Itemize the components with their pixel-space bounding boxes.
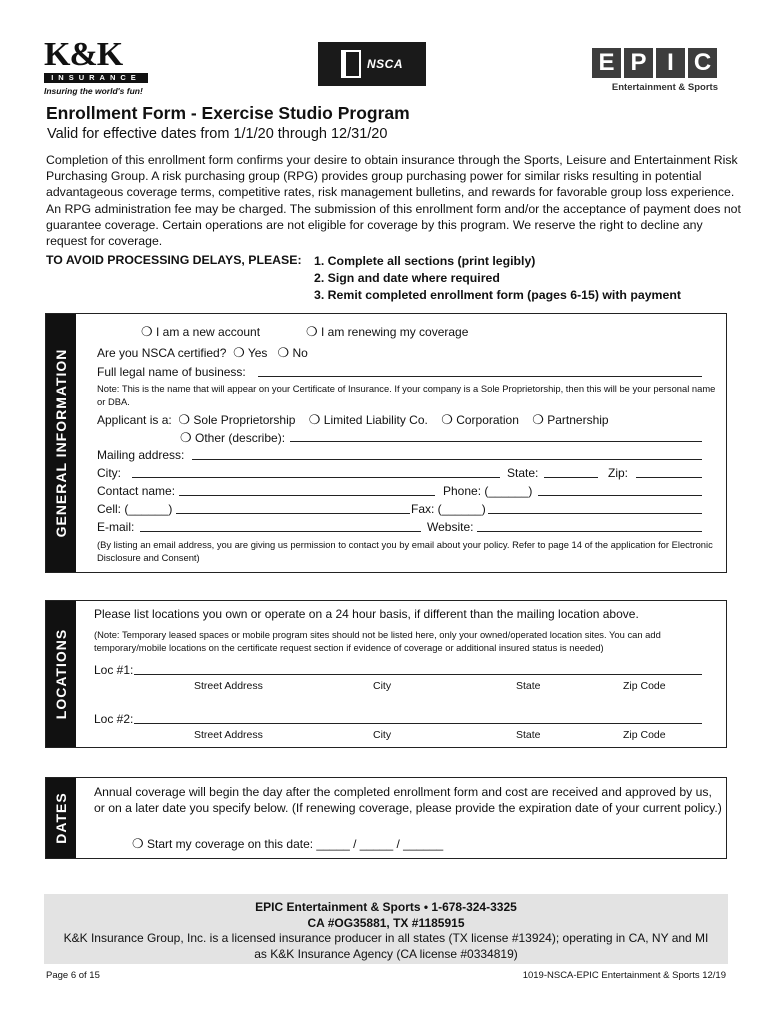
intro-paragraph: Completion of this enrollment form confirms your desire to obtain insurance through the Sports, Leisure and Entertainment Risk Purchasing Group. A risk purchasing group (RPG) provides group purchasing power for similar risks resulting in potential advantageous coverage terms, competitive rates, risk management bulletins, and rewards for favorable group loss experience. An RPG administration fee may be charged. The submission of this enrollment form and/or the acceptance of payment does not guarantee coverage. Certain operations are not eligible for coverage by this program. We reserve the right to decline any request for coverage. xyxy=(46,153,741,249)
radio-circle-icon[interactable]: ❍ xyxy=(441,412,453,427)
loc2-label: Loc #2: xyxy=(94,712,134,726)
radio-circle-icon[interactable]: ❍ xyxy=(180,430,192,445)
nsca-logo xyxy=(318,42,426,86)
city-field[interactable] xyxy=(132,477,500,478)
city-label: City: xyxy=(97,466,121,480)
phone-label: Phone: (______) xyxy=(443,484,533,498)
renewing-label: I am renewing my coverage xyxy=(321,325,469,339)
email-field[interactable] xyxy=(140,531,421,532)
loc1-street-address-caption: Street Address xyxy=(194,680,263,692)
page-subtitle: Valid for effective dates from 1/1/20 through 12/31/20 xyxy=(47,126,388,142)
legal-name-field[interactable] xyxy=(258,376,702,377)
footer-box xyxy=(44,894,728,964)
loc2-zip-code-caption: Zip Code xyxy=(623,729,666,741)
llc-label: Limited Liability Co. xyxy=(323,413,428,427)
general-information-tab xyxy=(46,314,76,572)
new-account-option[interactable] xyxy=(141,324,260,340)
epic-letter: I xyxy=(656,48,685,78)
website-label: Website: xyxy=(427,520,474,534)
dates-tab-label: DATES xyxy=(53,792,69,844)
page-title: Enrollment Form - Exercise Studio Program xyxy=(46,103,410,123)
radio-circle-icon[interactable]: ❍ xyxy=(306,324,318,339)
avoid-delays-list xyxy=(314,253,681,304)
radio-circle-icon[interactable]: ❍ xyxy=(233,345,245,360)
loc2-city-caption: City xyxy=(373,729,392,741)
other-describe-field[interactable] xyxy=(290,441,702,442)
website-field[interactable] xyxy=(477,531,702,532)
general-information-section xyxy=(45,313,727,573)
footer-contact-line: EPIC Entertainment & Sports • 1-678-324-3325 xyxy=(255,900,517,914)
radio-circle-icon[interactable]: ❍ xyxy=(308,412,321,427)
other-option[interactable] xyxy=(180,430,285,446)
footer-license-line: CA #OG35881, TX #1185915 xyxy=(307,915,465,930)
kk-logo-letters: K&K xyxy=(44,36,123,73)
epic-letter: C xyxy=(688,48,717,78)
locations-section xyxy=(45,600,727,748)
epic-letter: E xyxy=(592,48,621,78)
kk-logo-insurance-bar: INSURANCE xyxy=(44,73,148,83)
applicant-label: Applicant is a: xyxy=(97,413,172,427)
contact-name-field[interactable] xyxy=(179,495,435,496)
loc2-state-caption: State xyxy=(516,729,541,741)
general-information-content xyxy=(76,314,726,572)
loc2-street-address-caption: Street Address xyxy=(194,729,263,741)
state-field[interactable] xyxy=(544,477,598,478)
page-number: Page 6 of 15 xyxy=(46,970,100,981)
loc1-zip-code-caption: Zip Code xyxy=(623,680,666,692)
avoid-item: 3. Remit completed enrollment form (pages 6-15) with payment xyxy=(314,288,681,302)
epic-logo xyxy=(592,48,722,93)
radio-circle-icon[interactable]: ❍ xyxy=(178,412,191,427)
dates-description: Annual coverage will begin the day after the completed enrollment form and cost are received and approved by us, or on a later date you specify below. (If renewing coverage, please provide the expiration date of your current policy.) xyxy=(94,785,722,815)
radio-circle-icon[interactable]: ❍ xyxy=(141,324,153,339)
applicant-row xyxy=(97,412,609,428)
avoid-delays-label: TO AVOID PROCESSING DELAYS, PLEASE: xyxy=(46,253,302,267)
loc1-field[interactable] xyxy=(134,674,702,675)
nsca-mark-icon xyxy=(341,50,361,78)
fax-label: Fax: (______) xyxy=(411,502,486,516)
dates-tab xyxy=(46,778,76,858)
fax-field[interactable] xyxy=(488,513,702,514)
radio-circle-icon[interactable]: ❍ xyxy=(277,345,290,360)
new-account-label: I am a new account xyxy=(156,325,261,339)
legal-name-label: Full legal name of business: xyxy=(97,365,246,379)
loc2-field[interactable] xyxy=(134,723,702,724)
other-label: Other (describe): xyxy=(195,431,286,445)
mailing-address-field[interactable] xyxy=(192,459,702,460)
general-information-tab-label: GENERAL INFORMATION xyxy=(53,348,69,538)
radio-circle-icon[interactable]: ❍ xyxy=(132,836,144,851)
sole-proprietorship-label: Sole Proprietorship xyxy=(193,413,296,427)
radio-circle-icon[interactable]: ❍ xyxy=(532,412,544,427)
footer-disclaimer: K&K Insurance Group, Inc. is a licensed insurance producer in all states (TX license #13924); operating in CA, NY and MI as K&K Insurance Agency (CA license #0334819) xyxy=(63,931,709,961)
state-label: State: xyxy=(507,466,539,480)
legal-name-note: Note: This is the name that will appear on your Certificate of Insurance. If your company is a Sole Proprietorship, then this will be your personal name or DBA. xyxy=(97,383,716,407)
phone-field[interactable] xyxy=(538,495,702,496)
kk-logo-tagline: Insuring the world's fun! xyxy=(44,86,143,96)
partnership-label: Partnership xyxy=(547,413,609,427)
loc1-state-caption: State xyxy=(516,680,541,692)
corporation-label: Corporation xyxy=(456,413,519,427)
zip-label: Zip: xyxy=(608,466,629,480)
email-consent-note: (By listing an email address, you are giving us permission to contact you by email about your policy. Refer to page 14 of the application for Electronic Disclosure and Consent) xyxy=(97,539,713,563)
locations-content xyxy=(76,601,726,747)
epic-logo-subtitle: Entertainment & Sports xyxy=(611,82,718,93)
loc1-label: Loc #1: xyxy=(94,663,134,677)
nsca-certified-question: Are you NSCA certified? xyxy=(97,346,227,360)
start-coverage-option[interactable] xyxy=(132,836,443,852)
locations-intro: Please list locations you own or operate on a 24 hour basis, if different than the mailing location above. xyxy=(94,607,639,621)
start-coverage-label: Start my coverage on this date: _____ / _____ / ______ xyxy=(147,837,444,851)
cell-field[interactable] xyxy=(176,513,410,514)
locations-tab-label: LOCATIONS xyxy=(53,628,69,720)
renewing-option[interactable] xyxy=(306,324,468,340)
zip-field[interactable] xyxy=(636,477,702,478)
contact-name-label: Contact name: xyxy=(97,484,176,498)
epic-letter: P xyxy=(624,48,653,78)
epic-logo-letters xyxy=(592,48,722,78)
kk-insurance-logo xyxy=(44,38,148,96)
dates-section xyxy=(45,777,727,859)
locations-tab xyxy=(46,601,76,747)
dates-content xyxy=(76,778,726,858)
avoid-item: 1. Complete all sections (print legibly) xyxy=(314,254,536,268)
document-code: 1019-NSCA-EPIC Entertainment & Sports 12/19 xyxy=(522,970,726,981)
nsca-certified-row xyxy=(97,345,308,361)
loc1-city-caption: City xyxy=(373,680,392,692)
avoid-item: 2. Sign and date where required xyxy=(314,271,500,285)
locations-note: (Note: Temporary leased spaces or mobile program sites should not be listed here, only your owned/operated location sites. You can add temporary/mobile locations on the certificate request section if evidence of coverage or additional insured status is needed) xyxy=(94,629,661,653)
cell-label: Cell: (______) xyxy=(97,502,173,516)
no-label: No xyxy=(292,346,308,360)
mailing-address-label: Mailing address: xyxy=(97,448,185,462)
nsca-logo-text: NSCA xyxy=(366,57,403,71)
email-label: E-mail: xyxy=(97,520,135,534)
yes-label: Yes xyxy=(247,346,268,360)
